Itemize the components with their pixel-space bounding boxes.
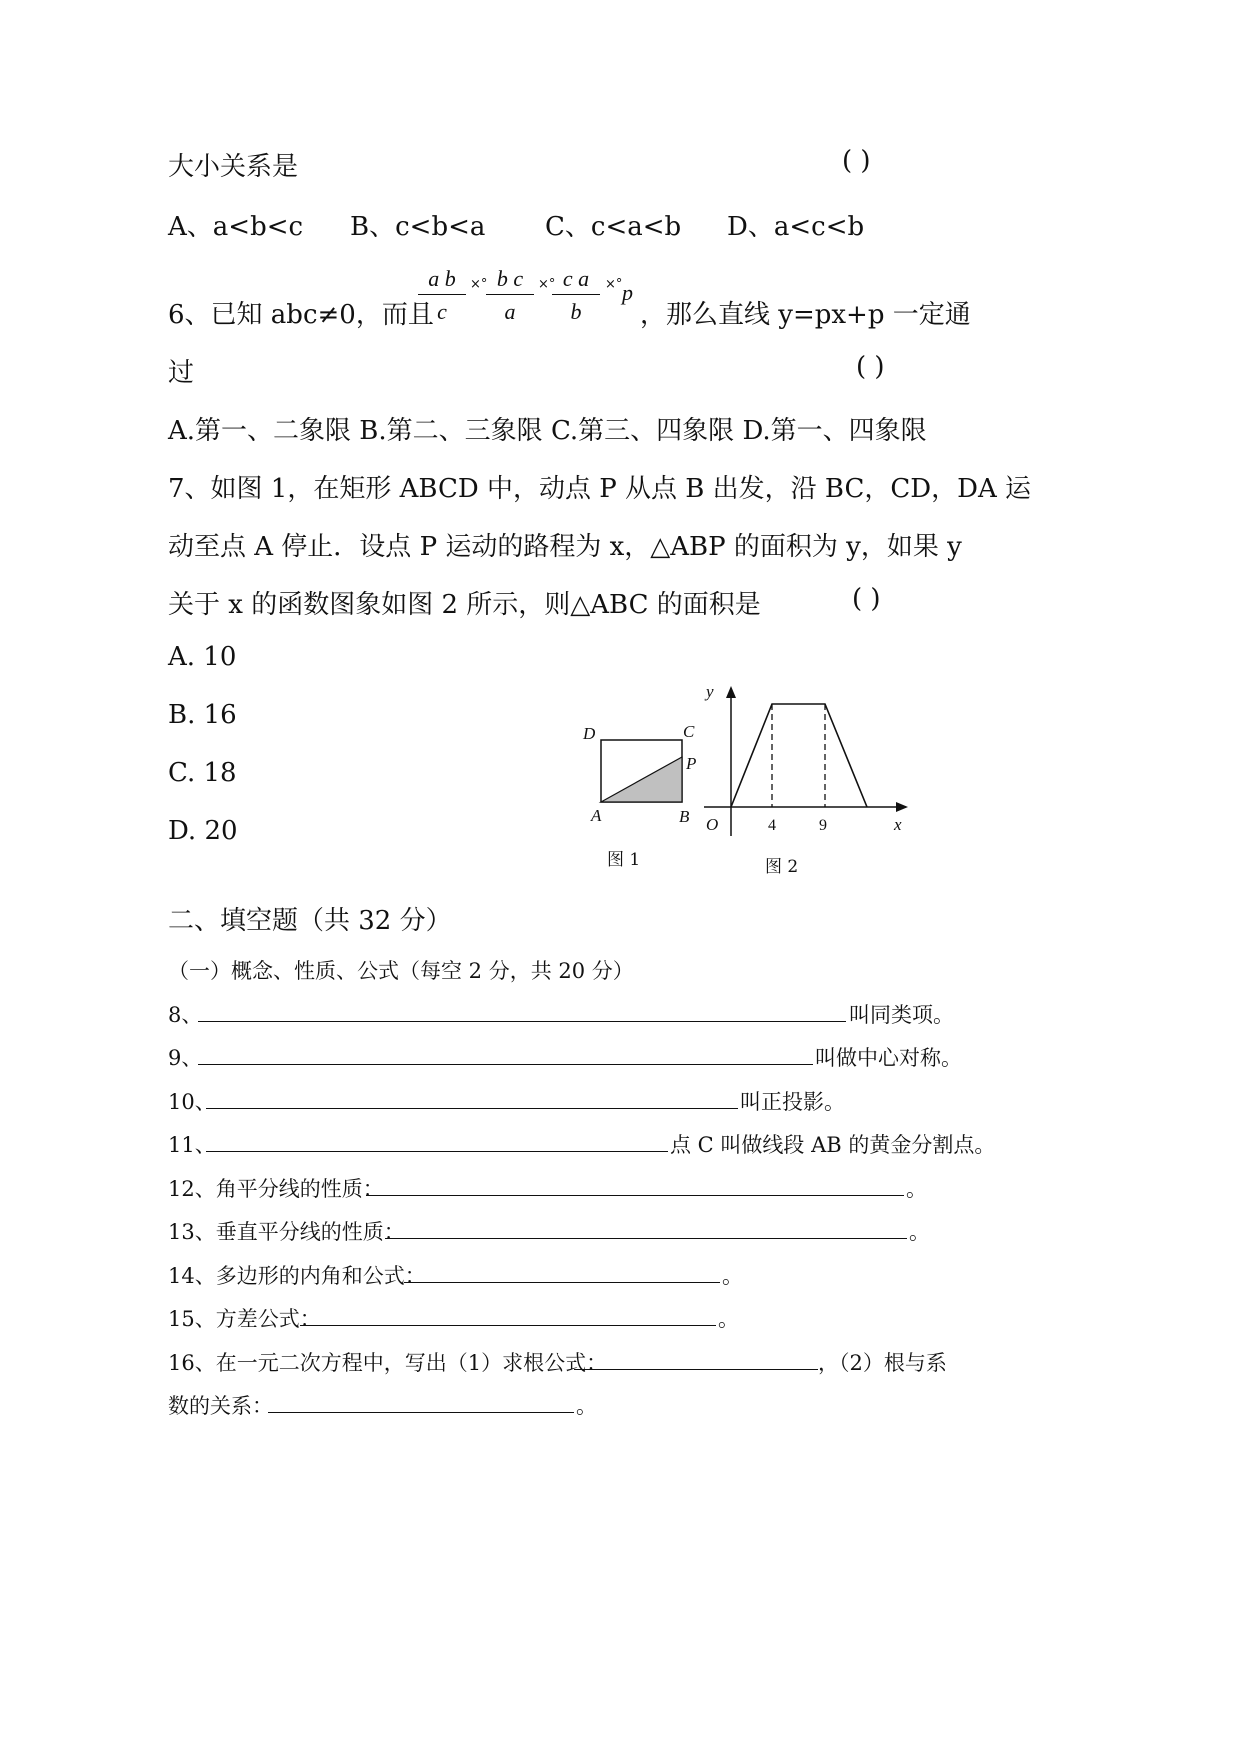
fig2-label-y: y <box>706 682 714 701</box>
fill-13-blank[interactable] <box>385 1238 907 1239</box>
fill-16-line2-tail: 。 <box>576 1394 597 1418</box>
q6-fraction-2-denominator: a <box>504 299 516 324</box>
fig2-tick-9: 9 <box>819 817 827 834</box>
fill-13-label: 13、垂直平分线的性质： <box>168 1220 405 1244</box>
fill-9-blank[interactable] <box>198 1064 813 1065</box>
q6-fraction-1-numerator: a b <box>428 266 456 291</box>
q6-line2: 过 <box>168 358 195 388</box>
fill-11-blank[interactable] <box>206 1151 668 1152</box>
fill-10-blank[interactable] <box>206 1108 738 1109</box>
fill-12-label: 12、角平分线的性质： <box>168 1177 384 1201</box>
fill-15-tail: 。 <box>718 1307 739 1331</box>
fill-9-number: 9、 <box>168 1046 203 1070</box>
fill-10-tail: 叫正投影。 <box>740 1090 845 1114</box>
q6-fraction-3-bar <box>552 294 600 295</box>
q6-fraction-3-numerator: c a <box>562 266 590 291</box>
fig1-label-b: B <box>679 807 690 826</box>
q7-line2: 动至点 A 停止．设点 P 运动的路程为 x，△ABP 的面积为 y，如果 y <box>168 532 962 562</box>
fill-14-tail: 。 <box>722 1264 743 1288</box>
fig2-caption: 图 2 <box>765 857 799 877</box>
fill-15-blank[interactable] <box>300 1325 716 1326</box>
q5-option-d: D、a<c<b <box>727 212 865 242</box>
x-axis-arrow-icon <box>896 802 908 812</box>
q7-answer-paren: ( ) <box>852 584 881 614</box>
q6-equals-symbol-3: ×° <box>605 277 623 292</box>
fig2-label-origin: O <box>706 815 719 834</box>
fig2-label-x: x <box>894 815 902 834</box>
shaded-triangle-abp <box>601 757 682 802</box>
function-graph-line <box>731 704 867 807</box>
fill-11-number: 11、 <box>168 1133 216 1157</box>
q5-option-c: C、c<a<b <box>545 212 682 242</box>
fill-12-blank[interactable] <box>366 1195 904 1196</box>
q6-fraction-2-bar <box>486 294 534 295</box>
q7-option-d: D. 20 <box>168 816 238 846</box>
fig1-label-p: P <box>686 754 697 773</box>
q6-fraction-3-denominator: b <box>570 299 582 324</box>
y-axis-arrow-icon <box>726 686 736 698</box>
fill-16-line2-prefix: 数的关系： <box>168 1394 273 1418</box>
q6-fraction-1-denominator: c <box>437 299 447 324</box>
fill-11-tail: 点 C 叫做线段 AB 的黄金分割点。 <box>670 1133 996 1157</box>
figure-2-graph <box>700 680 915 840</box>
q6-equals-symbol-1: ×° <box>470 277 488 292</box>
q6-prefix: 6、已知 abc≠0，而且 <box>168 300 434 330</box>
fig1-label-a: A <box>591 806 602 825</box>
fill-16-line1-prefix: 16、在一元二次方程中，写出（1）求根公式： <box>168 1351 608 1375</box>
fig2-tick-4: 4 <box>768 817 776 834</box>
q5-option-a: A、a<b<c <box>168 212 304 242</box>
q5-answer-paren: ( ) <box>842 146 871 176</box>
q6-equals-symbol-2: ×° <box>538 277 556 292</box>
q6-answer-paren: ( ) <box>856 352 885 382</box>
fig1-label-d: D <box>583 724 596 743</box>
fig1-label-c: C <box>683 722 695 741</box>
q5-tail-text: 大小关系是 <box>168 152 299 182</box>
fill-14-label: 14、多边形的内角和公式： <box>168 1264 426 1288</box>
section2-subtitle: （一）概念、性质、公式（每空 2 分，共 20 分） <box>168 959 634 983</box>
q5-option-b: B、c<b<a <box>350 212 486 242</box>
fill-15-label: 15、方差公式： <box>168 1307 321 1331</box>
q7-option-b: B. 16 <box>168 700 237 730</box>
fill-8-blank[interactable] <box>198 1021 846 1022</box>
q7-option-c: C. 18 <box>168 758 237 788</box>
q6-fraction-1-bar <box>418 294 466 295</box>
q6-options: A.第一、二象限 B.第二、三象限 C.第三、四象限 D.第一、四象限 <box>168 416 927 446</box>
fill-12-tail: 。 <box>906 1177 927 1201</box>
q6-suffix: ，那么直线 y=px+p 一定通 <box>640 300 971 330</box>
q7-option-a: A. 10 <box>168 642 237 672</box>
fill-16-relation-blank[interactable] <box>268 1412 574 1413</box>
section2-title: 二、填空题（共 32 分） <box>168 906 452 936</box>
fill-16-formula-blank[interactable] <box>574 1369 818 1370</box>
fill-14-blank[interactable] <box>404 1282 720 1283</box>
fig1-caption: 图 1 <box>607 850 641 870</box>
fill-16-line1-mid: ，（2）根与系 <box>818 1351 947 1375</box>
q7-line1: 7、如图 1，在矩形 ABCD 中，动点 P 从点 B 出发，沿 BC，CD，DA 运 <box>168 474 1032 504</box>
fill-9-tail: 叫做中心对称。 <box>815 1046 962 1070</box>
fill-8-number: 8、 <box>168 1003 203 1027</box>
fill-13-tail: 。 <box>909 1220 930 1244</box>
fill-10-number: 10、 <box>168 1090 216 1114</box>
q6-rhs-p: p <box>622 280 633 305</box>
fill-8-tail: 叫同类项。 <box>849 1003 954 1027</box>
q7-line3: 关于 x 的函数图象如图 2 所示，则△ABC 的面积是 <box>168 590 761 620</box>
q6-fraction-2-numerator: b c <box>496 266 524 291</box>
